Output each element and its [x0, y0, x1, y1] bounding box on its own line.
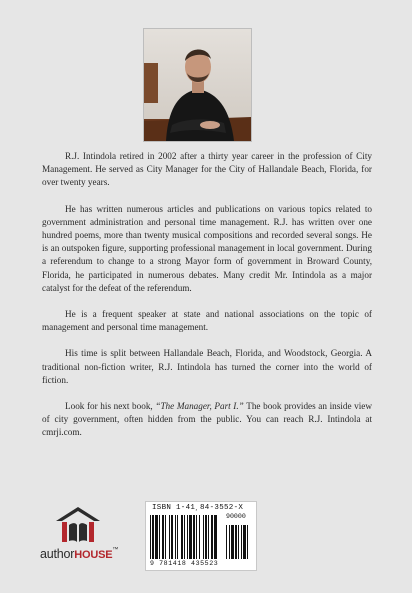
- closing-text-end: The book provides an inside view of city government, often hidden from the public. You can reach R.J. Intindola at cmrji.com.: [42, 401, 372, 438]
- publisher-name-house: HOUSE: [74, 549, 113, 561]
- trademark-symbol: ™: [112, 547, 119, 553]
- bio-paragraph: R.J. Intindola retired in 2002 after a thirty year career in the profession of City Management. He served as City Manager for the City of Hallandale Beach, Florida, for over twenty years.: [42, 151, 372, 188]
- bio-closing-paragraph: [42, 400, 372, 440]
- house-book-icon: [52, 505, 104, 545]
- price-code: 90000: [226, 513, 246, 520]
- publisher-logo: [40, 505, 120, 565]
- ean-number: 9 781418 435523: [150, 560, 219, 567]
- closing-text-start: Look for his next book,: [65, 401, 156, 412]
- bio-paragraph: He is a frequent speaker at state and national associations on the topic of management and personal time management.: [42, 309, 372, 333]
- publisher-name: [40, 547, 118, 561]
- author-bio: [42, 150, 372, 453]
- next-book-title: “The Manager, Part I.”: [155, 401, 244, 412]
- barcode-bars: [150, 515, 252, 561]
- isbn-barcode: [145, 501, 257, 571]
- bio-paragraph: He has written numerous articles and publications on various topics related to government administration and personal time management. R.J. has written over one hundred poems, more than twenty musical compositions and recorded several songs. He is an outspoken figure, supporting professional management in local government. During a referendum to change to a strong Mayor form of government in Broward County, Florida, he participated in numerous debates. Many credit Mr. Intindola as a major catalyst for the defeat of the referendum.: [42, 203, 372, 293]
- publisher-name-author: author: [40, 547, 75, 561]
- bio-paragraph: His time is split between Hallandale Beach, Florida, and Woodstock, Georgia. A traditional non-fiction writer, R.J. Intindola has turned the corner into the world of fiction.: [42, 348, 372, 385]
- author-photo: [143, 28, 252, 142]
- isbn-label: ISBN 1-41¸84-3552-X: [152, 504, 244, 512]
